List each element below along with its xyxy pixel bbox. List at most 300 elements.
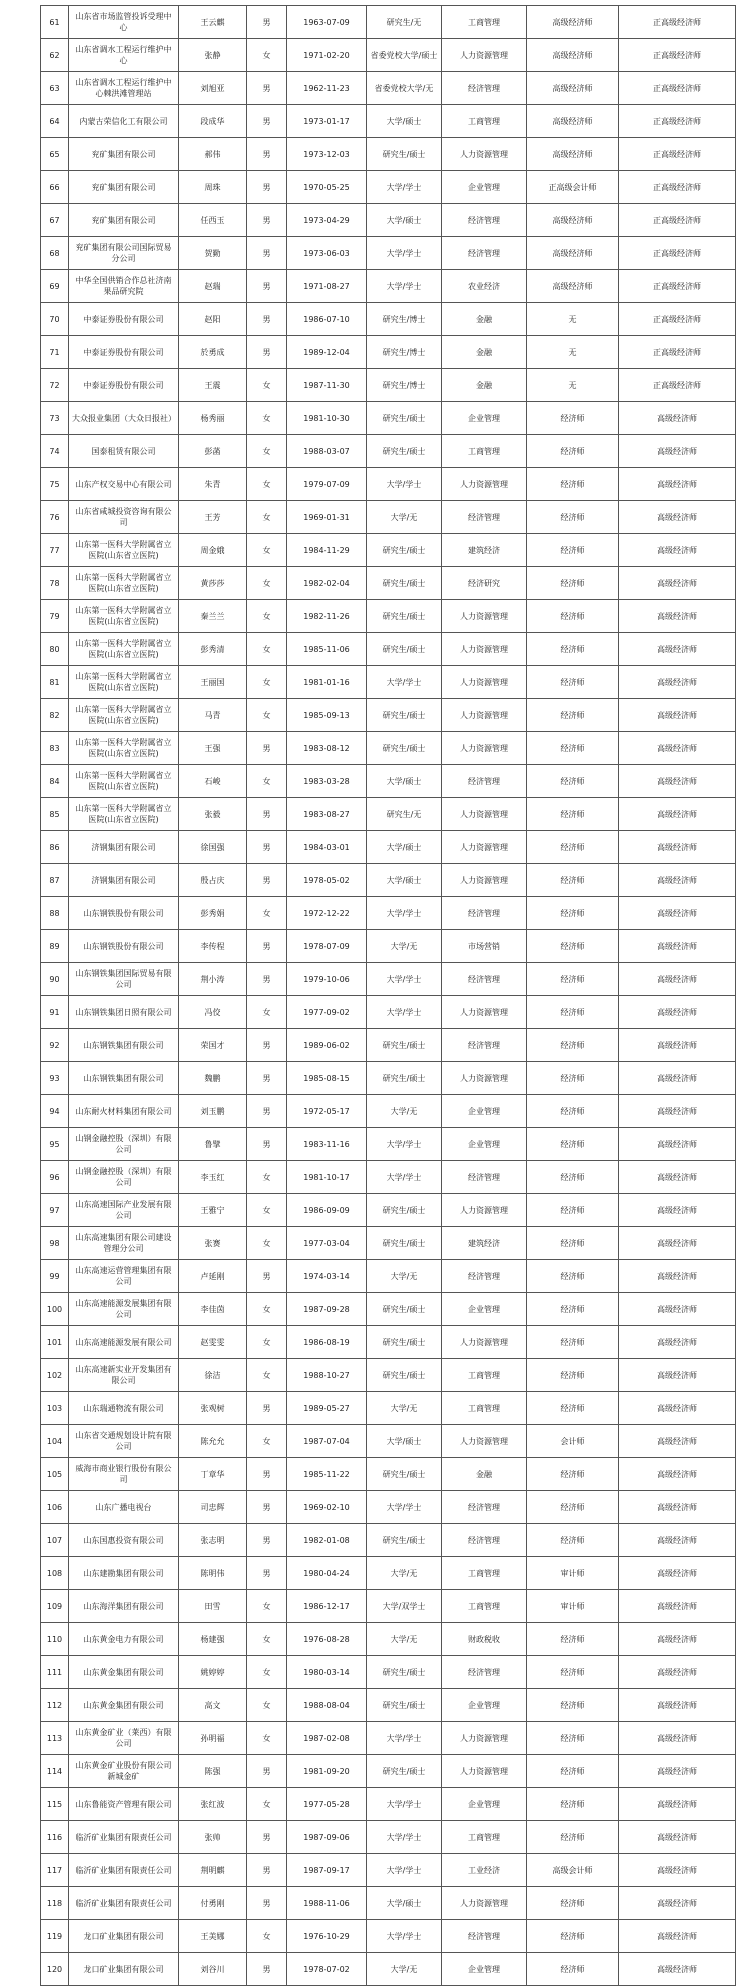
organization-cell: 山东高速新实业开发集团有限公司 xyxy=(69,1359,179,1392)
table-row xyxy=(41,1227,736,1260)
gender-cell: 男 xyxy=(247,1062,287,1095)
gender-cell: 男 xyxy=(247,303,287,336)
row-number-cell: 64 xyxy=(41,105,69,138)
education-degree-cell: 大学/学士 xyxy=(367,468,442,501)
declared-title-cell: 正高级经济师 xyxy=(619,204,736,237)
major-cell: 人力资源管理 xyxy=(442,1722,527,1755)
education-degree-cell: 大学/学士 xyxy=(367,1920,442,1953)
education-degree-cell: 大学/硕士 xyxy=(367,864,442,897)
organization-cell: 山东省调水工程运行维护中心棘洪滩管理站 xyxy=(69,72,179,105)
organization-cell: 兖矿集团有限公司国际贸易分公司 xyxy=(69,237,179,270)
current-title-cell: 经济师 xyxy=(527,1722,619,1755)
row-number-cell: 75 xyxy=(41,468,69,501)
education-degree-cell: 研究生/硕士 xyxy=(367,1194,442,1227)
table-row xyxy=(41,567,736,600)
gender-cell: 女 xyxy=(247,699,287,732)
current-title-cell: 经济师 xyxy=(527,1260,619,1293)
row-number-cell: 81 xyxy=(41,666,69,699)
table-row xyxy=(41,1590,736,1623)
birth-date-cell: 1979-10-06 xyxy=(287,963,367,996)
row-number-cell: 71 xyxy=(41,336,69,369)
major-cell: 农业经济 xyxy=(442,270,527,303)
major-cell: 工商管理 xyxy=(442,105,527,138)
organization-cell: 山东海洋集团有限公司 xyxy=(69,1590,179,1623)
table-row xyxy=(41,402,736,435)
row-number-cell: 93 xyxy=(41,1062,69,1095)
declared-title-cell: 高级经济师 xyxy=(619,1821,736,1854)
organization-cell: 兖矿集团有限公司 xyxy=(69,138,179,171)
major-cell: 人力资源管理 xyxy=(442,1425,527,1458)
declared-title-cell: 高级经济师 xyxy=(619,1656,736,1689)
organization-cell: 威海市商业银行股份有限公司 xyxy=(69,1458,179,1491)
major-cell: 工商管理 xyxy=(442,6,527,39)
current-title-cell: 经济师 xyxy=(527,864,619,897)
current-title-cell: 审计师 xyxy=(527,1590,619,1623)
organization-cell: 山东钢铁集团国际贸易有限公司 xyxy=(69,963,179,996)
education-degree-cell: 研究生/硕士 xyxy=(367,1227,442,1260)
organization-cell: 山东高速集团有限公司建设管理分公司 xyxy=(69,1227,179,1260)
major-cell: 人力资源管理 xyxy=(442,732,527,765)
major-cell: 人力资源管理 xyxy=(442,1326,527,1359)
education-degree-cell: 研究生/硕士 xyxy=(367,402,442,435)
current-title-cell: 经济师 xyxy=(527,765,619,798)
gender-cell: 男 xyxy=(247,1128,287,1161)
table-row xyxy=(41,1161,736,1194)
table-row xyxy=(41,1689,736,1722)
major-cell: 金融 xyxy=(442,336,527,369)
current-title-cell: 审计师 xyxy=(527,1557,619,1590)
birth-date-cell: 1985-09-13 xyxy=(287,699,367,732)
person-name-cell: 王丽国 xyxy=(179,666,247,699)
current-title-cell: 经济师 xyxy=(527,600,619,633)
table-row xyxy=(41,699,736,732)
major-cell: 人力资源管理 xyxy=(442,996,527,1029)
row-number-cell: 63 xyxy=(41,72,69,105)
gender-cell: 男 xyxy=(247,204,287,237)
table-row xyxy=(41,171,736,204)
person-name-cell: 刘玉鹏 xyxy=(179,1095,247,1128)
table-row xyxy=(41,39,736,72)
gender-cell: 女 xyxy=(247,501,287,534)
declared-title-cell: 高级经济师 xyxy=(619,1293,736,1326)
table-row xyxy=(41,138,736,171)
organization-cell: 山东黄金集团有限公司 xyxy=(69,1656,179,1689)
gender-cell: 女 xyxy=(247,633,287,666)
person-name-cell: 孙明福 xyxy=(179,1722,247,1755)
major-cell: 企业管理 xyxy=(442,1293,527,1326)
declared-title-cell: 高级经济师 xyxy=(619,765,736,798)
table-row xyxy=(41,930,736,963)
person-name-cell: 付勇刚 xyxy=(179,1887,247,1920)
gender-cell: 女 xyxy=(247,1194,287,1227)
organization-cell: 山东省市场监管投诉受理中心 xyxy=(69,6,179,39)
birth-date-cell: 1986-07-10 xyxy=(287,303,367,336)
person-name-cell: 冯佼 xyxy=(179,996,247,1029)
declared-title-cell: 高级经济师 xyxy=(619,1425,736,1458)
gender-cell: 男 xyxy=(247,270,287,303)
birth-date-cell: 1978-07-09 xyxy=(287,930,367,963)
education-degree-cell: 研究生/硕士 xyxy=(367,1062,442,1095)
education-degree-cell: 大学/学士 xyxy=(367,171,442,204)
birth-date-cell: 1978-05-02 xyxy=(287,864,367,897)
organization-cell: 山东钢铁股份有限公司 xyxy=(69,897,179,930)
row-number-cell: 98 xyxy=(41,1227,69,1260)
current-title-cell: 经济师 xyxy=(527,1656,619,1689)
birth-date-cell: 1986-09-09 xyxy=(287,1194,367,1227)
organization-cell: 龙口矿业集团有限公司 xyxy=(69,1953,179,1986)
person-name-cell: 司忠辉 xyxy=(179,1491,247,1524)
organization-cell: 山东高速能源发展有限公司 xyxy=(69,1326,179,1359)
birth-date-cell: 1987-09-28 xyxy=(287,1293,367,1326)
table-row xyxy=(41,1656,736,1689)
row-number-cell: 78 xyxy=(41,567,69,600)
gender-cell: 男 xyxy=(247,1029,287,1062)
person-name-cell: 荆明麒 xyxy=(179,1854,247,1887)
row-number-cell: 110 xyxy=(41,1623,69,1656)
declared-title-cell: 高级经济师 xyxy=(619,402,736,435)
organization-cell: 山东第一医科大学附属省立医院(山东省立医院) xyxy=(69,732,179,765)
gender-cell: 男 xyxy=(247,1755,287,1788)
row-number-cell: 97 xyxy=(41,1194,69,1227)
declared-title-cell: 高级经济师 xyxy=(619,1623,736,1656)
gender-cell: 男 xyxy=(247,1557,287,1590)
birth-date-cell: 1963-07-09 xyxy=(287,6,367,39)
row-number-cell: 95 xyxy=(41,1128,69,1161)
major-cell: 工商管理 xyxy=(442,435,527,468)
education-degree-cell: 大学/硕士 xyxy=(367,204,442,237)
row-number-cell: 103 xyxy=(41,1392,69,1425)
current-title-cell: 无 xyxy=(527,369,619,402)
row-number-cell: 108 xyxy=(41,1557,69,1590)
gender-cell: 女 xyxy=(247,534,287,567)
person-name-cell: 赵阳 xyxy=(179,303,247,336)
gender-cell: 女 xyxy=(247,1425,287,1458)
gender-cell: 女 xyxy=(247,468,287,501)
birth-date-cell: 1973-01-17 xyxy=(287,105,367,138)
organization-cell: 山东黄金矿业股份有限公司新城金矿 xyxy=(69,1755,179,1788)
birth-date-cell: 1981-10-30 xyxy=(287,402,367,435)
major-cell: 金融 xyxy=(442,303,527,336)
education-degree-cell: 大学/硕士 xyxy=(367,831,442,864)
current-title-cell: 经济师 xyxy=(527,897,619,930)
table-row xyxy=(41,237,736,270)
gender-cell: 男 xyxy=(247,1458,287,1491)
person-name-cell: 彭秀清 xyxy=(179,633,247,666)
gender-cell: 女 xyxy=(247,1788,287,1821)
education-degree-cell: 大学/无 xyxy=(367,1392,442,1425)
education-degree-cell: 研究生/无 xyxy=(367,798,442,831)
declared-title-cell: 高级经济师 xyxy=(619,1062,736,1095)
table-row xyxy=(41,1755,736,1788)
major-cell: 金融 xyxy=(442,1458,527,1491)
gender-cell: 男 xyxy=(247,171,287,204)
current-title-cell: 经济师 xyxy=(527,1953,619,1986)
person-name-cell: 张帅 xyxy=(179,1821,247,1854)
row-number-cell: 88 xyxy=(41,897,69,930)
person-name-cell: 贺勤 xyxy=(179,237,247,270)
organization-cell: 山东鲁能资产管理有限公司 xyxy=(69,1788,179,1821)
current-title-cell: 经济师 xyxy=(527,1227,619,1260)
birth-date-cell: 1987-11-30 xyxy=(287,369,367,402)
organization-cell: 山东高速国际产业发展有限公司 xyxy=(69,1194,179,1227)
person-name-cell: 杨秀丽 xyxy=(179,402,247,435)
organization-cell: 山东耐火材料集团有限公司 xyxy=(69,1095,179,1128)
education-degree-cell: 大学/学士 xyxy=(367,1128,442,1161)
major-cell: 经济管理 xyxy=(442,1260,527,1293)
table-row xyxy=(41,1029,736,1062)
person-name-cell: 卢延刚 xyxy=(179,1260,247,1293)
education-degree-cell: 研究生/硕士 xyxy=(367,1326,442,1359)
major-cell: 人力资源管理 xyxy=(442,1062,527,1095)
major-cell: 经济管理 xyxy=(442,765,527,798)
major-cell: 经济研究 xyxy=(442,567,527,600)
gender-cell: 女 xyxy=(247,600,287,633)
education-degree-cell: 大学/双学士 xyxy=(367,1590,442,1623)
birth-date-cell: 1981-01-16 xyxy=(287,666,367,699)
organization-cell: 山东第一医科大学附属省立医院(山东省立医院) xyxy=(69,765,179,798)
gender-cell: 女 xyxy=(247,435,287,468)
organization-cell: 山东第一医科大学附属省立医院(山东省立医院) xyxy=(69,798,179,831)
major-cell: 经济管理 xyxy=(442,501,527,534)
declared-title-cell: 高级经济师 xyxy=(619,1227,736,1260)
table-row xyxy=(41,1128,736,1161)
table-row xyxy=(41,468,736,501)
person-name-cell: 荆小涛 xyxy=(179,963,247,996)
birth-date-cell: 1986-12-17 xyxy=(287,1590,367,1623)
person-name-cell: 田雪 xyxy=(179,1590,247,1623)
declared-title-cell: 高级经济师 xyxy=(619,1128,736,1161)
row-number-cell: 94 xyxy=(41,1095,69,1128)
major-cell: 经济管理 xyxy=(442,1524,527,1557)
gender-cell: 男 xyxy=(247,1821,287,1854)
current-title-cell: 高级经济师 xyxy=(527,6,619,39)
birth-date-cell: 1977-09-02 xyxy=(287,996,367,1029)
birth-date-cell: 1987-09-17 xyxy=(287,1854,367,1887)
birth-date-cell: 1989-06-02 xyxy=(287,1029,367,1062)
current-title-cell: 经济师 xyxy=(527,1524,619,1557)
declared-title-cell: 高级经济师 xyxy=(619,633,736,666)
person-name-cell: 高文 xyxy=(179,1689,247,1722)
declared-title-cell: 正高级经济师 xyxy=(619,105,736,138)
education-degree-cell: 研究生/硕士 xyxy=(367,435,442,468)
person-name-cell: 於勇成 xyxy=(179,336,247,369)
birth-date-cell: 1985-11-06 xyxy=(287,633,367,666)
birth-date-cell: 1981-10-17 xyxy=(287,1161,367,1194)
declared-title-cell: 高级经济师 xyxy=(619,1194,736,1227)
organization-cell: 山东钢铁集团有限公司 xyxy=(69,1062,179,1095)
organization-cell: 兖矿集团有限公司 xyxy=(69,204,179,237)
organization-cell: 中泰证券股份有限公司 xyxy=(69,369,179,402)
organization-cell: 中泰证券股份有限公司 xyxy=(69,336,179,369)
major-cell: 人力资源管理 xyxy=(442,138,527,171)
birth-date-cell: 1987-07-04 xyxy=(287,1425,367,1458)
current-title-cell: 高级经济师 xyxy=(527,204,619,237)
gender-cell: 女 xyxy=(247,402,287,435)
major-cell: 经济管理 xyxy=(442,897,527,930)
organization-cell: 山东钢铁集团日照有限公司 xyxy=(69,996,179,1029)
major-cell: 经济管理 xyxy=(442,72,527,105)
table-row xyxy=(41,897,736,930)
row-number-cell: 76 xyxy=(41,501,69,534)
major-cell: 工商管理 xyxy=(442,1590,527,1623)
organization-cell: 中泰证券股份有限公司 xyxy=(69,303,179,336)
personnel-table xyxy=(40,5,736,1986)
current-title-cell: 高级经济师 xyxy=(527,72,619,105)
table-row xyxy=(41,534,736,567)
person-name-cell: 赵雯雯 xyxy=(179,1326,247,1359)
major-cell: 人力资源管理 xyxy=(442,864,527,897)
current-title-cell: 无 xyxy=(527,336,619,369)
organization-cell: 临沂矿业集团有限责任公司 xyxy=(69,1887,179,1920)
education-degree-cell: 大学/硕士 xyxy=(367,765,442,798)
gender-cell: 男 xyxy=(247,1260,287,1293)
person-name-cell: 彭秀娟 xyxy=(179,897,247,930)
major-cell: 人力资源管理 xyxy=(442,1755,527,1788)
birth-date-cell: 1976-10-29 xyxy=(287,1920,367,1953)
current-title-cell: 经济师 xyxy=(527,1359,619,1392)
person-name-cell: 任西玉 xyxy=(179,204,247,237)
declared-title-cell: 高级经济师 xyxy=(619,1788,736,1821)
major-cell: 企业管理 xyxy=(442,402,527,435)
current-title-cell: 经济师 xyxy=(527,930,619,963)
table-row xyxy=(41,732,736,765)
birth-date-cell: 1983-11-16 xyxy=(287,1128,367,1161)
major-cell: 经济管理 xyxy=(442,1029,527,1062)
organization-cell: 山东高速运营管理集团有限公司 xyxy=(69,1260,179,1293)
person-name-cell: 王强 xyxy=(179,732,247,765)
row-number-cell: 104 xyxy=(41,1425,69,1458)
education-degree-cell: 省委党校大学/无 xyxy=(367,72,442,105)
major-cell: 企业管理 xyxy=(442,1953,527,1986)
person-name-cell: 刘谷川 xyxy=(179,1953,247,1986)
row-number-cell: 116 xyxy=(41,1821,69,1854)
organization-cell: 临沂矿业集团有限责任公司 xyxy=(69,1821,179,1854)
major-cell: 人力资源管理 xyxy=(442,600,527,633)
current-title-cell: 高级经济师 xyxy=(527,39,619,72)
organization-cell: 山东第一医科大学附属省立医院(山东省立医院) xyxy=(69,600,179,633)
row-number-cell: 102 xyxy=(41,1359,69,1392)
organization-cell: 山东省咸城投资咨询有限公司 xyxy=(69,501,179,534)
current-title-cell: 经济师 xyxy=(527,1128,619,1161)
table-row xyxy=(41,1326,736,1359)
gender-cell: 女 xyxy=(247,1656,287,1689)
major-cell: 工业经济 xyxy=(442,1854,527,1887)
current-title-cell: 经济师 xyxy=(527,1458,619,1491)
major-cell: 经济管理 xyxy=(442,963,527,996)
declared-title-cell: 高级经济师 xyxy=(619,864,736,897)
table-row xyxy=(41,1623,736,1656)
declared-title-cell: 高级经济师 xyxy=(619,1392,736,1425)
row-number-cell: 117 xyxy=(41,1854,69,1887)
person-name-cell: 张静 xyxy=(179,39,247,72)
row-number-cell: 89 xyxy=(41,930,69,963)
education-degree-cell: 大学/学士 xyxy=(367,1722,442,1755)
current-title-cell: 经济师 xyxy=(527,1887,619,1920)
current-title-cell: 经济师 xyxy=(527,963,619,996)
gender-cell: 男 xyxy=(247,6,287,39)
declared-title-cell: 高级经济师 xyxy=(619,468,736,501)
organization-cell: 临沂矿业集团有限责任公司 xyxy=(69,1854,179,1887)
person-name-cell: 张红波 xyxy=(179,1788,247,1821)
gender-cell: 男 xyxy=(247,1854,287,1887)
current-title-cell: 经济师 xyxy=(527,996,619,1029)
declared-title-cell: 正高级经济师 xyxy=(619,6,736,39)
birth-date-cell: 1983-03-28 xyxy=(287,765,367,798)
major-cell: 经济管理 xyxy=(442,237,527,270)
organization-cell: 山东黄金电力有限公司 xyxy=(69,1623,179,1656)
organization-cell: 山东第一医科大学附属省立医院(山东省立医院) xyxy=(69,633,179,666)
declared-title-cell: 正高级经济师 xyxy=(619,336,736,369)
organization-cell: 山东第一医科大学附属省立医院(山东省立医院) xyxy=(69,666,179,699)
current-title-cell: 经济师 xyxy=(527,1392,619,1425)
current-title-cell: 经济师 xyxy=(527,1194,619,1227)
table-row xyxy=(41,1854,736,1887)
current-title-cell: 经济师 xyxy=(527,1689,619,1722)
education-degree-cell: 研究生/硕士 xyxy=(367,534,442,567)
birth-date-cell: 1970-05-25 xyxy=(287,171,367,204)
current-title-cell: 会计师 xyxy=(527,1425,619,1458)
person-name-cell: 姚婷婷 xyxy=(179,1656,247,1689)
person-name-cell: 彭菡 xyxy=(179,435,247,468)
organization-cell: 山钢金融控股（深圳）有限公司 xyxy=(69,1161,179,1194)
major-cell: 人力资源管理 xyxy=(442,633,527,666)
table-body xyxy=(41,6,736,1986)
education-degree-cell: 研究生/硕士 xyxy=(367,699,442,732)
person-name-cell: 鲁擘 xyxy=(179,1128,247,1161)
declared-title-cell: 高级经济师 xyxy=(619,897,736,930)
birth-date-cell: 1987-02-08 xyxy=(287,1722,367,1755)
person-name-cell: 王云麒 xyxy=(179,6,247,39)
declared-title-cell: 高级经济师 xyxy=(619,1854,736,1887)
declared-title-cell: 高级经济师 xyxy=(619,534,736,567)
education-degree-cell: 研究生/硕士 xyxy=(367,1755,442,1788)
row-number-cell: 101 xyxy=(41,1326,69,1359)
major-cell: 企业管理 xyxy=(442,171,527,204)
current-title-cell: 经济师 xyxy=(527,1755,619,1788)
gender-cell: 男 xyxy=(247,105,287,138)
gender-cell: 男 xyxy=(247,1524,287,1557)
gender-cell: 男 xyxy=(247,336,287,369)
person-name-cell: 石峻 xyxy=(179,765,247,798)
declared-title-cell: 高级经济师 xyxy=(619,1095,736,1128)
declared-title-cell: 高级经济师 xyxy=(619,699,736,732)
table-row xyxy=(41,1293,736,1326)
education-degree-cell: 大学/学士 xyxy=(367,1491,442,1524)
birth-date-cell: 1973-04-29 xyxy=(287,204,367,237)
declared-title-cell: 高级经济师 xyxy=(619,732,736,765)
birth-date-cell: 1971-02-20 xyxy=(287,39,367,72)
birth-date-cell: 1988-11-06 xyxy=(287,1887,367,1920)
organization-cell: 中华全国供销合作总社济南果品研究院 xyxy=(69,270,179,303)
birth-date-cell: 1981-09-20 xyxy=(287,1755,367,1788)
table-row xyxy=(41,1095,736,1128)
table-row xyxy=(41,963,736,996)
major-cell: 工商管理 xyxy=(442,1557,527,1590)
organization-cell: 山东省调水工程运行维护中心 xyxy=(69,39,179,72)
declared-title-cell: 高级经济师 xyxy=(619,1326,736,1359)
row-number-cell: 65 xyxy=(41,138,69,171)
row-number-cell: 68 xyxy=(41,237,69,270)
gender-cell: 女 xyxy=(247,666,287,699)
row-number-cell: 77 xyxy=(41,534,69,567)
current-title-cell: 经济师 xyxy=(527,1623,619,1656)
birth-date-cell: 1977-03-04 xyxy=(287,1227,367,1260)
major-cell: 经济管理 xyxy=(442,1491,527,1524)
birth-date-cell: 1984-11-29 xyxy=(287,534,367,567)
gender-cell: 男 xyxy=(247,798,287,831)
gender-cell: 男 xyxy=(247,1887,287,1920)
education-degree-cell: 大学/学士 xyxy=(367,996,442,1029)
